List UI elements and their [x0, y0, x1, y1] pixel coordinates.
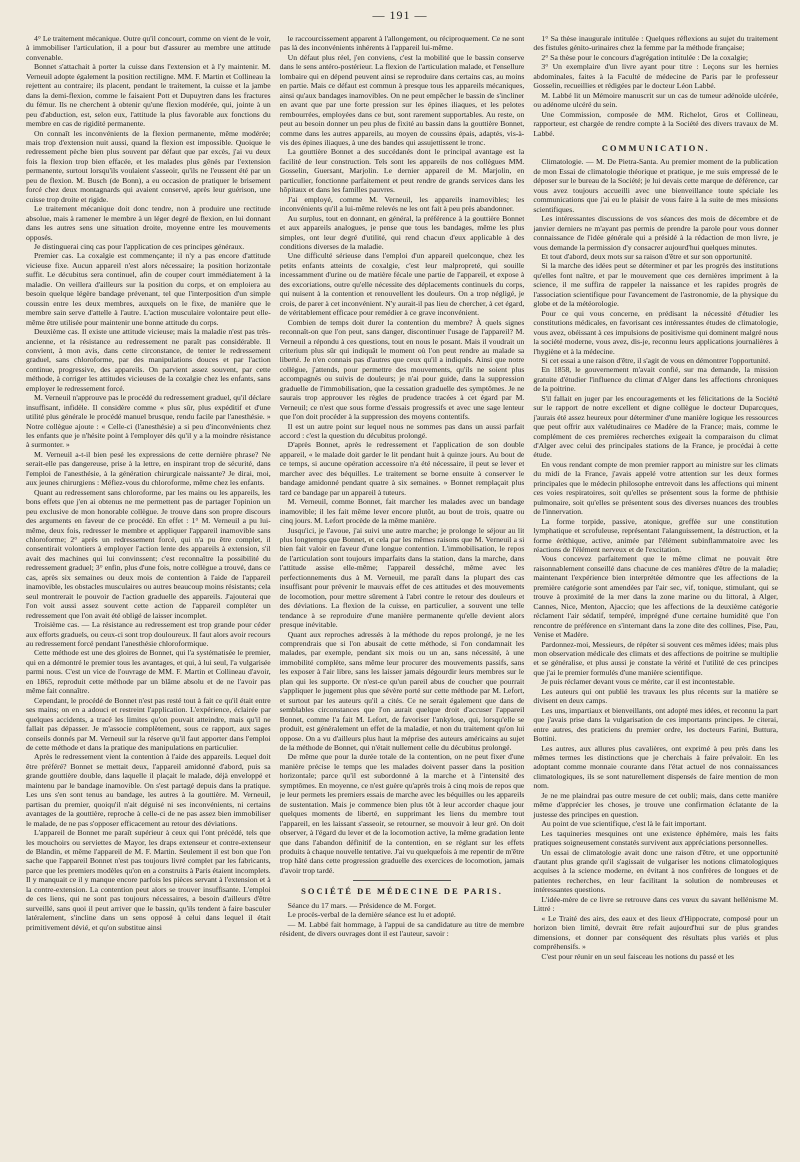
column-right-body	[533, 34, 778, 138]
society-paragraph: Le procès-verbal de la dernière séance est lu et adopté.	[287, 910, 456, 920]
paragraph: Cependant, le procédé de Bonnet n'est pas resté tout à fait ce qu'il était entre ses mains; on en a adouci et restreint l'application. L'expérience, éclairée par quelques accidents, a tracé les limites qu'on pouvait atteindre, mais qu'il ne fallait pas dépasser. Je m'associe complètement, sous ce rapport, aux sages conseils donnés par M. Verneuil sur la réserve qu'il faut apporter dans l'emploi de cette méthode et dans la pratique des manipulations en particulier.	[26, 695, 271, 752]
paragraph: Deuxième cas. Il existe une attitude vicieuse; mais la maladie n'est pas très-ancienne, et la résistance au redressement ne paraît pas considérable. Il convient, à mon avis, dans cette circonstance, de tenter le redressement graduel, sans chloroforme, par des manipulations douces et par l'action continue, progressive, des appareils. On parvient assez souvent, par cette méthode, à corriger les attitudes vicieuses de la coxalgie chez les enfants, sans employer le redressement forcé.	[26, 327, 271, 393]
paragraph: Il est un autre point sur lequel nous ne sommes pas dans un aussi parfait accord : c'est la question du décubitus prolongé.	[279, 421, 525, 441]
paragraph: 3° Un exemplaire d'un livre ayant pour titre : Leçons sur les hernies abdominales, faites à la Faculté de médecine de Paris par le professeur Gosselin, recueillies et rédigées par le docteur Léon Labbé.	[533, 62, 778, 91]
communication-paragraph: Vous concevez parfaitement que le même climat ne pouvait être raisonnablement conseillé dans chacune de ces manières d'être de la maladie; maintenant l'expérience bien interprétée démontre que les affections de la première catégorie sont amendées par l'air sec, vif, tonique, stimulant, qui se trouve à proximité de la mer dans la zone marine ou du littoral, à Alger, Cannes, Nice, Menton, Ajaccio; que les affections de la deuxième catégorie réclament l'air sédatif, tempéré, imprégné d'une certaine humidité que l'on rencontre de préférence en s'internant dans la zone dite des collines, Pise, Pau, Venise et Madère.	[533, 554, 778, 640]
communication-title: COMMUNICATION.	[601, 142, 710, 153]
section-divider	[353, 880, 451, 881]
page-number: — 191 —	[372, 8, 428, 22]
communication-paragraph: Pour ce qui vous concerne, en prédisant la nécessité d'étudier les constitutions médicales, en favorisant ces intéressantes études de climatologie, vous avez, obéissant à ces impulsions de positivisme qui dominent malgré nous la société moderne, vous avez, dis-je, reconnu leurs applications journalières à l'hygiène et à la médecine.	[533, 308, 778, 356]
paragraph: M. Labbé lit un Mémoire manuscrit sur un cas de tumeur adénoïde ulcérée, ou adénome ulcéré du sein.	[533, 90, 778, 110]
paragraph: Au surplus, tout en donnant, en général, la préférence à la gouttière Bonnet et aux appareils analogues, je pense que tous les bandages, même les plus simples, ont leur degré d'utilité, qui rend chacun d'eux applicable à des conditions diverses de la maladie.	[279, 213, 525, 251]
paragraph: Premier cas. La coxalgie est commençante; il n'y a pas encore d'attitude vicieuse fixe. Aucun appareil n'est alors nécessaire; la position horizontale suffit. Le décubitus sera continuel, afin de couper court immédiatement à la maladie. On veillera d'ailleurs sur la position du corps, et on emploiera au besoin quelque légère bandage prévenant, tel que l'interposition d'un simple coussin entre les deux membres, auxquels on le fixe, de manière que le membre sain serve d'attelle à l'autre. L'action musculaire volontaire peut elle-même être utilisée pour maintenir une bonne attitude du corps.	[26, 251, 271, 327]
paragraph: Troisième cas. — La résistance au redressement est trop grande pour céder aux efforts graduels, ou ceux-ci sont trop douloureux. Il faut alors avoir recours au redressement forcé pendant l'anesthésie chloroformique.	[26, 620, 271, 648]
communication-paragraph: L'idée-mère de ce livre se retrouve dans ces vœux du savant hellénisme M. Littré :	[533, 894, 778, 914]
paragraph: le raccourcissement apparent à l'allongement, ou réciproquement. Ce ne sont pas là des inconvénients inhérents à l'appareil lui-même.	[279, 34, 525, 53]
communication-paragraph: Si la marche des idées peut se déterminer et par les progrès des institutions qu'elles font naître, et par le mouvement que ces dernières impriment à la science, il me suffira de rappeler la naissance et les rapides progrès de l'association scientifique pour l'avancement de l'astronomie, de la physique du globe et de la météorologie.	[533, 261, 778, 309]
society-section-body	[280, 901, 525, 939]
communication-paragraph: Les taquineries mesquines ont une existence éphémère, mais les faits pratiques soigneusement constatés survivent aux appréciations personnelles.	[533, 828, 778, 848]
communication-paragraph: Les intéressantes discussions de vos séances des mois de décembre et de janvier derniers ne m'ayant pas permis de prendre la parole pour vous donner connaissance de l'idée générale qui a présidé à la rédaction de mon livre, je vous demande la permission d'y consacrer aujourd'hui quelques minutes.	[533, 214, 778, 252]
paragraph: 1° Sa thèse inaugurale intitulée : Quelques réflexions au sujet du traitement des fistules génito-urinaires chez la femme par la méthode française;	[533, 34, 778, 53]
communication-paragraph: « Le Traité des airs, des eaux et des lieux d'Hippocrate, composé pour un horizon bien limité, devrait être refait aujourd'hui sur de plus grandes dimensions, et donner par conséquent des résultats plus variés et plus compréhensifs. »	[533, 913, 778, 952]
paragraph: Le traitement mécanique doit donc tendre, non à produire une rectitude absolue, mais à ramener le membre à un léger degré de flexion, en lui donnant dans les autres sens une situation droite, moyenne entre les mouvements opposés.	[26, 204, 271, 242]
communication-paragraph: Les auteurs qui ont publié les travaux les plus récents sur la matière se divisent en deux camps.	[533, 686, 778, 706]
communication-paragraph: Je puis réclamer devant vous ce mérite, car il est incontestable.	[541, 677, 735, 687]
paragraph: M. Verneuil, comme Bonnet, fait marcher les malades avec un bandage inamovible; il les fait même lever encore plutôt, au bout de trois, quatre ou cinq jours. M. Lefort procède de la même manière.	[279, 497, 525, 526]
column-right	[533, 34, 778, 1152]
paragraph: La gouttière Bonnet a des succédanés dont le principal avantage est la facilité de leur construction. Tels sont les appareils de nos collègues MM. Gosselin, Guersant, Marjolin. Le dernier appareil de M. Marjolin, en particulier, fonctionne parfaitement et peut rendre de grands services dans les hôpitaux et dans les familles pauvres.	[279, 147, 525, 195]
communication-paragraph: Au point de vue scientifique, c'est là le fait important.	[541, 819, 707, 829]
paragraph: 4° Le traitement mécanique. Outre qu'il concourt, comme on vient de le voir, à immobiliser l'articulation, il a pour but d'assurer au membre une attitude convenable.	[26, 34, 271, 62]
communication-paragraph: Pardonnez-moi, Messieurs, de répéter si souvent ces mêmes idées; mais plus mon observation médicale des climats et des affections de poitrine se multiplie et se généralise, et plus aussi je constate la vérité et l'utilité de ces principes que j'ai le premier formulés d'une manière scientifique.	[533, 639, 778, 677]
paragraph: Une Commission, composée de MM. Richelot, Gros et Collineau, rapporteur, est chargée de rendre compte à la Société des divers travaux de M. Labbé.	[533, 109, 778, 138]
paragraph: Cette méthode est une des gloires de Bonnet, qui l'a systématisée le premier, qui en a démontré le premier tous les avantages, et qui, à lui seul, l'a vulgarisée parmi nous. C'est un vice de l'ouvrage de MM. F. Martin et Collineau d'avoir, en 1865, reproduit cette méthode par un blâme absolu et de ne l'avoir pas même fait connaître.	[26, 648, 271, 696]
column-left	[26, 34, 271, 1152]
text-columns	[26, 34, 778, 1152]
paragraph: Un défaut plus réel, j'en conviens, c'est la mobilité que le bassin conserve dans le sens antéro-postérieur. La flexion de l'articulation malade, et l'ensellure lombaire qui en dépend peuvent ainsi se reproduire dans certains cas, au moins en partie. Mais ce défaut est commun à presque tous les appareils mécaniques, ainsi qu'aux bandages inamovibles. On ne peut empêcher le bassin de s'incliner en avant que par une forte pression sur les épines iliaques, et les pelotes rembourrées, employées dans ce but, sont rarement supportables. Au reste, on peut au besoin donner un peu plus de fixité au bassin dans la gouttière Bonnet, comme dans les autres appareils, au moyen de coussins épais, adaptés, vis-à-vis des épines iliaques, à une des bandes qui assujettissent le tronc.	[279, 52, 525, 147]
communication-paragraph: Et tout d'abord, deux mots sur sa raison d'être et sur son opportunité.	[541, 251, 753, 261]
paragraph: Quant au redressement sans chloroforme, par les mains ou les appareils, les bons effets que j'en ai obtenus ne me permettent pas de partager l'opinion un peu exclusive de mon honorable collègue. Je trouve dans son propre discours des arguments en faveur de ce procédé. En effet : 1° M. Verneuil a pu lui-même, deux fois, redresser le membre et appliquer l'appareil inamovible sans chloroforme; 2° après un redressement forcé, qui n'a pu être complet, il consentirait volontiers à employer l'action lente des appareils à extension, s'il avait des machines qui lui convinssent; c'est reconnaître la possibilité du redressement graduel; 3° enfin, plus d'une fois, notre collègue a trouvé, dans ce cas, après six semaines ou deux mois de contention à l'aide de l'appareil inamovible, les obstacles musculaires ou autres beaucoup moins résistants; cela seul montrerait le pouvoir de l'action graduelle des appareils. J'ajouterai que l'on voit aussi assez souvent cette action de l'appareil compléter un redressement que l'on avait été obligé de laisser incomplet.	[26, 487, 271, 620]
column-middle	[280, 34, 525, 1152]
paragraph: De même que pour la durée totale de la contention, on ne peut fixer d'une manière précise le temps que les malades doivent passer dans la position horizontale; parce qu'il est subordonné à la marche et à l'intensité des symptômes. En moyenne, ce n'est guère qu'après trois à cinq mois de repos que je leur permets les premiers essais de marche avec les béquilles ou les appareils de sustentation. Mais je commence bien plus tôt à leur accorder chaque jour quelques moments de liberté, en supprimant les liens du membre tout l'appareil, en les laissant s'asseoir, se retourner, se mouvoir à leur gré. On doit observer, à l'égard du lever et de la locomotion active, la même gradation lente que dans l'abandon définitif de la contention, en se réglant sur les effets produits à chaque nouvelle tentative. J'ai vu quelquefois à me repentir de m'être trop hâté dans cette progression graduelle des exercices de locomotion, jamais d'avoir trop tardé.	[279, 752, 525, 875]
society-paragraph: — M. Labbé fait hommage, à l'appui de sa candidature au titre de membre résident, de divers ouvrages dont il est l'auteur, savoir :	[279, 919, 525, 939]
communication-paragraph: La forme torpide, passive, atonique, greffée sur une constitution lymphatique et scrofuleuse, représentant l'alanguissement, la déstruction, et la forme éréthique, active, animée par l'élément subinflammatoire avec les réactions de l'élément nerveux et de l'excitation.	[533, 516, 778, 555]
communication-body	[533, 157, 778, 961]
communication-paragraph: Climatologie. — M. De Pietra-Santa. Au premier moment de la publication de mon Essai de climatologie théorique et pratique, je me suis empressé de le déposer sur le bureau de la Société; je lui devais cette marque de déférence, car vous avez toujours accueilli avec une bienveillance toute spéciale les communications que j'ai eu le plaisir de vous faire à la suite de mes missions scientifiques.	[533, 157, 778, 214]
communication-paragraph: C'est pour réunir en un seul faisceau les notions du passé et les	[541, 951, 735, 961]
paragraph: Jusqu'ici, je l'avoue, j'ai suivi une autre marche; je prolonge le séjour au lit plus longtemps que Bonnet, et cela par les mêmes raisons que M. Verneuil a si bien fait valoir en faveur d'une longue contention. L'immobilisation, le repos de l'articulation sont toujours imparfaits dans la station, dans la marche, dans l'attitude assise elle-même; l'appareil desséché, même avec les perfectionnements dus à M. Verneuil, me paraît dans la plupart des cas insuffisant pour prévenir le mauvais effet de ces attitudes et des mouvements de locomotion, pour mettre sûrement à l'abri contre le retour des douleurs et des déviations. La flexion de la cuisse, en particulier, a souvent une telle tendance à se reproduire d'une manière permanente qu'elle devient alors presque inévitable.	[279, 525, 525, 630]
paragraph: Quant aux reproches adressés à la méthode du repos prolongé, je ne les comprendrais que si l'on abusait de cette méthode, si l'on condamnait les malades, par exemple, pendant six mois ou un an, sans nécessité, à une immobilité complète, sans même leur procurer des mouvements passifs, sans les exposer à l'air libre, sans les laisser jamais dégourdir leurs membres sur le plan qui les supporte. Or n'est-ce qu'un pareil abus de coucher que pourrait s'appliquer le jugement plus que sévère porté sur cette méthode par M. Lefort, et surtout par les auteurs qu'il a cités. Ce ne serait également que dans de semblables circonstances que l'on aurait quelque droit d'accuser l'appareil Bonnet, comme l'a fait M. Lefort, de favoriser l'ankylose, qui, lorsqu'elle se produit, est généralement un effet de la maladie, et non du traitement qu'on lui oppose. On a vu d'ailleurs plus haut la méprise des auteurs américains au sujet de la méthode de Bonnet, qui n'était nullement celle du décubitus prolongé.	[279, 629, 525, 752]
communication-paragraph: Si cet essai a une raison d'être, il s'agit de vous en démontrer l'opportunité.	[541, 355, 771, 365]
paragraph: Après le redressement vient la contention à l'aide des appareils. Lequel doit être préféré? Bonnet se mettait deux, l'appareil amidonné d'abord, puis sa grande gouttière double, dans laquelle il plaçait le malade, déjà enveloppé et maintenu par le bandage inamovible. On s'est partagé depuis dans la pratique. Les uns s'en sont tenus au bandage, les autres à la gouttière. M. Verneuil, partisan du premier, quoiqu'il n'ait déguisé ni ses inconvénients, ni certains avantages de la gouttière, reproche à celle-ci de ne pas assez bien immobiliser le malade, de ne pas s'opposer efficacement au retour des déviations.	[26, 752, 271, 828]
communication-paragraph: S'il fallait en juger par les encouragements et les félicitations de la Société sur le rapport de notre excellent et digne collègue le docteur Duparcques, j'aurais été assez heureux pour déterminer d'une manière logique les ressources que peut offrir aux valétudinaires ce Madère de la France; mais, comme le complément de ces premières recherches exigeait la comparaison du climat d'Alger avec celui des principales stations de la France, je procédai à cette étude.	[533, 393, 778, 460]
paragraph: Combien de temps doit durer la contention du membre? À quels signes reconnaît-on que l'on peut, sans danger, discontinuer l'usage de l'appareil? M. Verneuil a répondu à ces questions, tout en nous le posant. Mais il voudrait un criterium plus sûr qui indiquât le moment où l'on peut rendre au malade sa liberté. Je n'en connais pas d'autres que ceux qu'il a indiqués. Ainsi que notre collègue, j'attends, pour permettre des mouvements, qu'ils ne soient plus accompagnés ou suivis de douleurs; je n'ai pour guide, dans la suppression graduelle de l'immobilisation, que la cessation graduelle des symptômes. Je ne saurais trop approuver les règles de prudence tracées à cet égard par M. Verneuil; ce n'est que sous forme d'essais progressifs et avec une sage lenteur que l'on doit procéder à la suppression des moyens contentifs.	[279, 317, 525, 422]
paragraph: J'ai employé, comme M. Verneuil, les appareils inamovibles; les inconvénients qu'il a lui-même relevés ne les ont fait à peu près abandonner.	[279, 194, 525, 214]
communication-paragraph: Les uns, impartiaux et bienveillants, ont adopté mes idées, et reconnu la part que j'avais prise dans la vulgarisation de ces importants principes. Je citerai, entre autres, des praticiens du premier ordre, les docteurs Farini, Buttura, Bottini.	[533, 705, 778, 744]
paragraph: 2° Sa thèse pour le concours d'agrégation intitulée : De la coxalgie;	[541, 52, 748, 62]
paragraph: Je distinguerai cinq cas pour l'application de ces principes généraux.	[34, 241, 245, 251]
paragraph: Bonnet s'attachait à porter la cuisse dans l'extension et à l'y maintenir. M. Verneuil adopte également la position rectiligne. MM. F. Martin et Collineau la rejettent au contraire; ils placent, pendant le traitement, la cuisse et la jambe dans la demi-flexion, comme le faisaient Pott et Dupuytren dans les fractures du fémur. Ils ne cherchent à obtenir qu'une flexion modérée, qui, jointe à un peu d'abduction, est, selon eux, l'attitude la plus favorable aux fonctions du membre en cas de rigidité permanente.	[26, 62, 271, 129]
paragraph: D'après Bonnet, après le redressement et l'application de son double appareil, « le malade doit garder le lit pendant huit à quinze jours. Au bout de ce temps, si aucune opération accessoire n'a été nécessaire, il peut se lever et marcher avec des béquilles. Le traitement se borne ensuite à conserver le bandage amidonné pendant quatre à six semaines. » Bonnet remplaçait plus tard ce bandage par un appareil à tuteurs.	[279, 440, 525, 497]
paragraph: M. Verneuil n'approuve pas le procédé du redressement graduel, qu'il déclare insuffisant, infidèle. Il considère comme « plus sûr, plus expéditif et d'une utilité plus générale le procédé manuel brusque, rendu facile par l'anesthésie. » Notre collègue ajoute : « Celle-ci (l'anesthésie) a si peu d'inconvénients chez les enfants que je n'hésite point à l'employer dès qu'il y a la moindre résistance à surmonter. »	[26, 393, 271, 450]
communication-paragraph: Les autres, aux allures plus cavalières, ont exprimé à peu près dans les mêmes termes les distinctions que je cherchais à faire prévaloir. En les adoptant comme monnaie courante dans l'état actuel de nos connaissances climatologiques, ils se sont naturellement dispensés de faire mention de mon nom.	[533, 743, 778, 791]
paragraph: L'appareil de Bonnet me paraît supérieur à ceux qui l'ont précédé, tels que les mouchoirs ou serviettes de Mayor, les draps extenseur et contre-extenseur de Blandin, et même l'appareil de M. F. Martin. Seulement il est bon que l'on sache que l'appareil Bonnet n'est pas toujours livré complet par les fabricants, parce que les premiers modèles qu'on en a construits à Paris étaient incomplets. Il y manquait ce il y manque encore parfois les pièces servant à l'extension et à la contre-extension. La contention peut alors se trouver insuffisante. L'emploi de ces liens, qui ne sont pas toujours nécessaires, a besoin d'ailleurs d'être surveillé, sans quoi il peut arriver que le bassin, qu'ils tendent à faire basculer latéralement, s'incline dans un sens opposé à celui dans lequel il était primitivement dévié, et qu'on substitue ainsi	[26, 828, 271, 932]
paragraph: Une difficulté sérieuse dans l'emploi d'un appareil quelconque, chez les petits enfants atteints de coxalgie, c'est leur malpropreté, qui souille incessamment d'urine ou de matière fécale une partie de l'appareil, et expose à des excoriations, outre qu'elle nécessite des déplacements continuels du corps, qui nuisent à la contention et renouvellent les douleurs. On a trop négligé, je crois, de parer à cet inconvénient. N'y aurait-il pas lieu de chercher, à cet égard, de véritablement efficace pour remédier à ce grave inconvénient.	[279, 251, 525, 318]
communication-paragraph: En vous rendant compte de mon premier rapport au ministre sur les climats du midi de la France, j'avais appelé votre attention sur les deux formes principales que le médecin philosophe entrevoit dans les affections qui minent ces voies respiratoires, soit qu'elles se présentent sous la forme de phthisie pulmonaire, soit qu'elles se présentent sous des diverses nuances des troubles de l'innervation.	[533, 459, 778, 517]
paragraph: M. Verneuil a-t-il bien pesé les expressions de cette dernière phrase? Ne serait-elle pas dangereuse, prise à la lettre, en inspirant trop de sécurité, dans l'emploi de l'anesthésie, à la génération chirurgicale naissante? Je dirai, moi, aux jeunes chirurgiens : Méfiez-vous du chloroforme, même chez les enfants.	[26, 449, 271, 488]
communication-paragraph: Je ne me plaindrai pas outre mesure de cet oubli; mais, dans cette manière même d'apprécier les choses, je trouve une confirmation éclatante de la justesse des principes en question.	[533, 790, 778, 819]
society-paragraph: Séance du 17 mars. — Présidence de M. Forget.	[287, 900, 436, 910]
communication-paragraph: Un essai de climatologie avait donc une raison d'être, et une opportunité d'autant plus grande qu'il s'agissait de vulgariser les notions climatologiques acquises à la science moderne, en évitant à nos confrères de longues et de patientes recherches, en leur facilitant la solution de nombreuses et intéressantes questions.	[533, 847, 778, 895]
column-middle-body	[280, 34, 525, 875]
communication-paragraph: En 1858, le gouvernement m'avait confié, sur ma demande, la mission gratuite d'étudier l'influence du climat d'Alger dans les affections chroniques de la poitrine.	[533, 365, 778, 394]
paragraph: On connaît les inconvénients de la flexion permanente, même modérée; mais trop d'extension nuit aussi, quand la flexion est impossible. Quoique le redressement pèche bien plus souvent par défaut que par excès, j'ai vu deux fois la flexion trop bien effacée, et les malades plus gênés par l'extension permanente, surtout lorsqu'ils voulaient s'asseoir, qu'ils ne l'eussent été par un peu de flexion. M. Busch (de Bonn), a eu occasion de pratiquer le brisement forcé chez deux montagnards qui avaient conservé, après leur guérison, une cuisse trop droite et rigide.	[26, 128, 271, 204]
society-section-title: SOCIÉTÉ DE MÉDECINE DE PARIS.	[301, 886, 503, 897]
